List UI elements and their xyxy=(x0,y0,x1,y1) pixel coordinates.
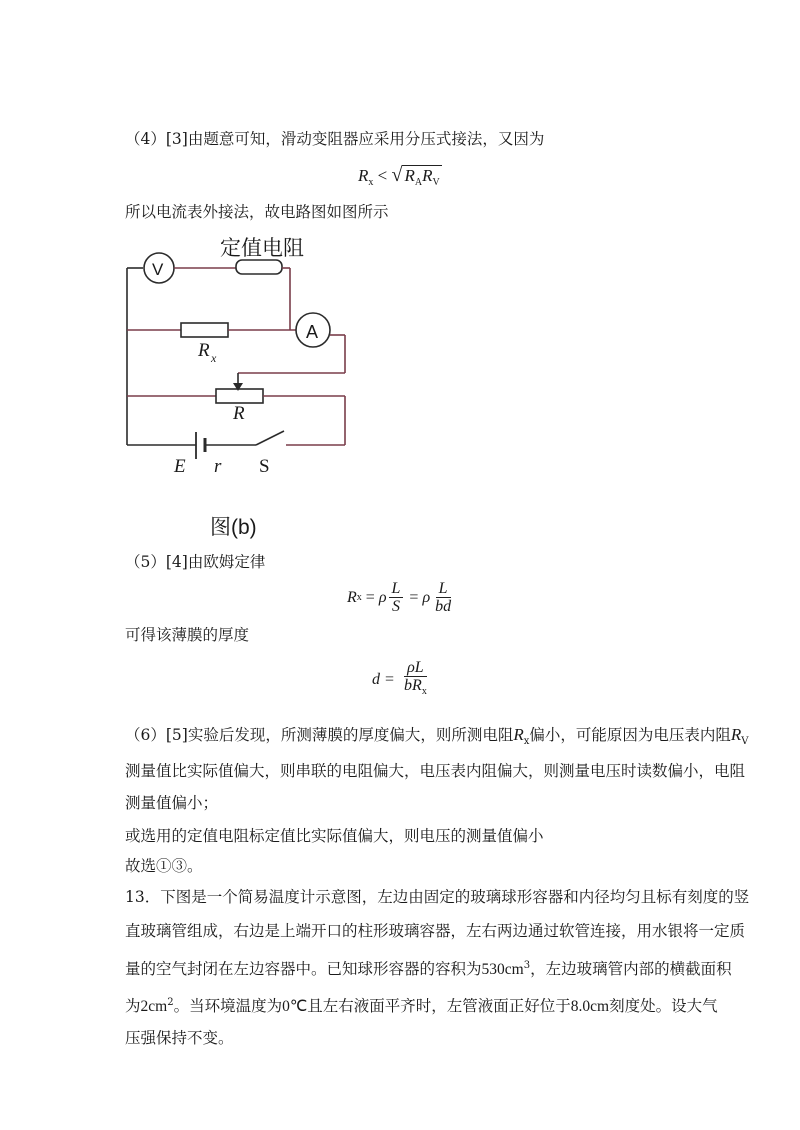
part4-conclusion: 所以电流表外接法，故电路图如图所示 xyxy=(125,203,389,221)
ohm-lhs: R xyxy=(347,588,357,606)
ammeter-label: A xyxy=(306,322,319,342)
part6-rx: R xyxy=(513,725,524,744)
part6-rv: R xyxy=(730,725,742,744)
switch-label: S xyxy=(259,456,270,477)
q13-line4 xyxy=(125,992,718,1018)
part5-middle: 可得该薄膜的厚度 xyxy=(125,626,250,644)
q13-mark: 8.0cm xyxy=(570,998,610,1015)
ineq-rhs-b-sub: V xyxy=(432,177,440,188)
ohm-num1: L xyxy=(389,580,404,598)
fixed-resistor xyxy=(236,260,282,274)
circuit-diagram xyxy=(118,228,358,478)
part6-rx-sub: x xyxy=(523,736,530,747)
q13-line4-d: 刻度处。设大气 xyxy=(609,997,718,1015)
part6-line4: 或选用的定值电阻标定值比实际值偏大，则电压的测量值偏小 xyxy=(125,827,544,845)
internal-r-label: r xyxy=(214,456,222,477)
ineq-rhs-a: R xyxy=(404,166,415,185)
thick-lhs: d xyxy=(372,670,380,688)
ohm-lhs-sub: x xyxy=(356,592,362,603)
ohm-rho1: ρ xyxy=(378,588,387,606)
q13-line3-b: ，左边玻璃管内部的横截面积 xyxy=(530,960,732,978)
ineq-rhs-b: R xyxy=(422,166,433,185)
rheostat-label: R xyxy=(233,403,245,424)
q13-line3 xyxy=(125,955,732,981)
q13-area-exp: 2 xyxy=(167,997,174,1008)
q13-line3-a: 量的空气封闭在左边容器中。已知球形容器的容积为 xyxy=(125,960,482,978)
fixed-resistor-label: 定值电阻 xyxy=(220,237,304,260)
q13-volume-exp: 3 xyxy=(523,960,531,971)
ineq-lhs-sub: x xyxy=(368,177,374,188)
ohm-rho2: ρ xyxy=(422,588,431,606)
part6-line2: 测量值比实际值偏大，则串联的电阻偏大，电压表内阻偏大，则测量电压时读数偏小，电阻 xyxy=(125,762,746,780)
part6-line3: 测量值偏小； xyxy=(125,794,219,812)
q13-line2: 直玻璃管组成，右边是上端开口的柱形玻璃容器，左右两边通过软管连接，用水银将一定质 xyxy=(125,922,746,940)
q13-line4-c: 且左右液面平齐时，左管液面正好位于 xyxy=(307,997,571,1015)
thick-den-sub: x xyxy=(421,686,427,697)
voltmeter-label: V xyxy=(152,260,164,279)
ineq-lhs: R xyxy=(358,166,369,185)
q13-temp: 0℃ xyxy=(282,998,308,1015)
rheostat xyxy=(216,389,263,403)
part6-line5: 故选①③。 xyxy=(125,857,203,875)
emf-label: E xyxy=(174,456,186,477)
thick-num: ρL xyxy=(404,659,427,677)
part6-line1-a: （6）[5]实验后发现，所测薄膜的厚度偏大，则所测电阻 xyxy=(125,726,514,744)
switch-blade xyxy=(256,431,284,445)
part6-rv-sub: V xyxy=(741,736,749,747)
ohm-den1: S xyxy=(391,598,400,615)
q13-area: 2cm xyxy=(140,998,168,1015)
rx-label: R xyxy=(198,340,210,361)
formula-thickness: d = $\frac{\rho L}{bR_x}$ xyxy=(372,659,427,697)
part6-line1 xyxy=(125,724,749,753)
q13-line4-b: 。当环境温度为 xyxy=(173,997,283,1015)
part6-line1-b: 偏小，可能原因为电压表内阻 xyxy=(529,726,731,744)
q13-volume: 530cm xyxy=(481,961,524,978)
rx-resistor xyxy=(181,323,228,337)
thick-den: bR xyxy=(404,677,422,694)
rx-label-sub: x xyxy=(211,351,217,365)
ohm-num2: L xyxy=(436,580,451,598)
formula-inequality: $R_x$ < √ $R_AR_V$ xyxy=(358,164,440,188)
q13-line4-a: 为 xyxy=(125,997,141,1015)
formula-ohm: R x = ρ $\frac{L}{S}$ = ρ $\frac{L}{bd}$ xyxy=(347,580,456,615)
ohm-den2: bd xyxy=(435,598,452,615)
q13-line1: 13．下图是一个简易温度计示意图，左边由固定的玻璃球形容器和内径均匀且标有刻度的竖 xyxy=(125,888,750,906)
part5-intro: （5）[4]由欧姆定律 xyxy=(125,553,266,571)
ineq-rhs-a-sub: A xyxy=(414,177,423,188)
part4-intro: （4）[3]由题意可知，滑动变阻器应采用分压式接法，又因为 xyxy=(125,130,545,148)
q13-line5: 压强保持不变。 xyxy=(125,1029,234,1047)
figure-caption: 图(b) xyxy=(210,516,257,539)
ineq-op: < xyxy=(377,166,388,185)
